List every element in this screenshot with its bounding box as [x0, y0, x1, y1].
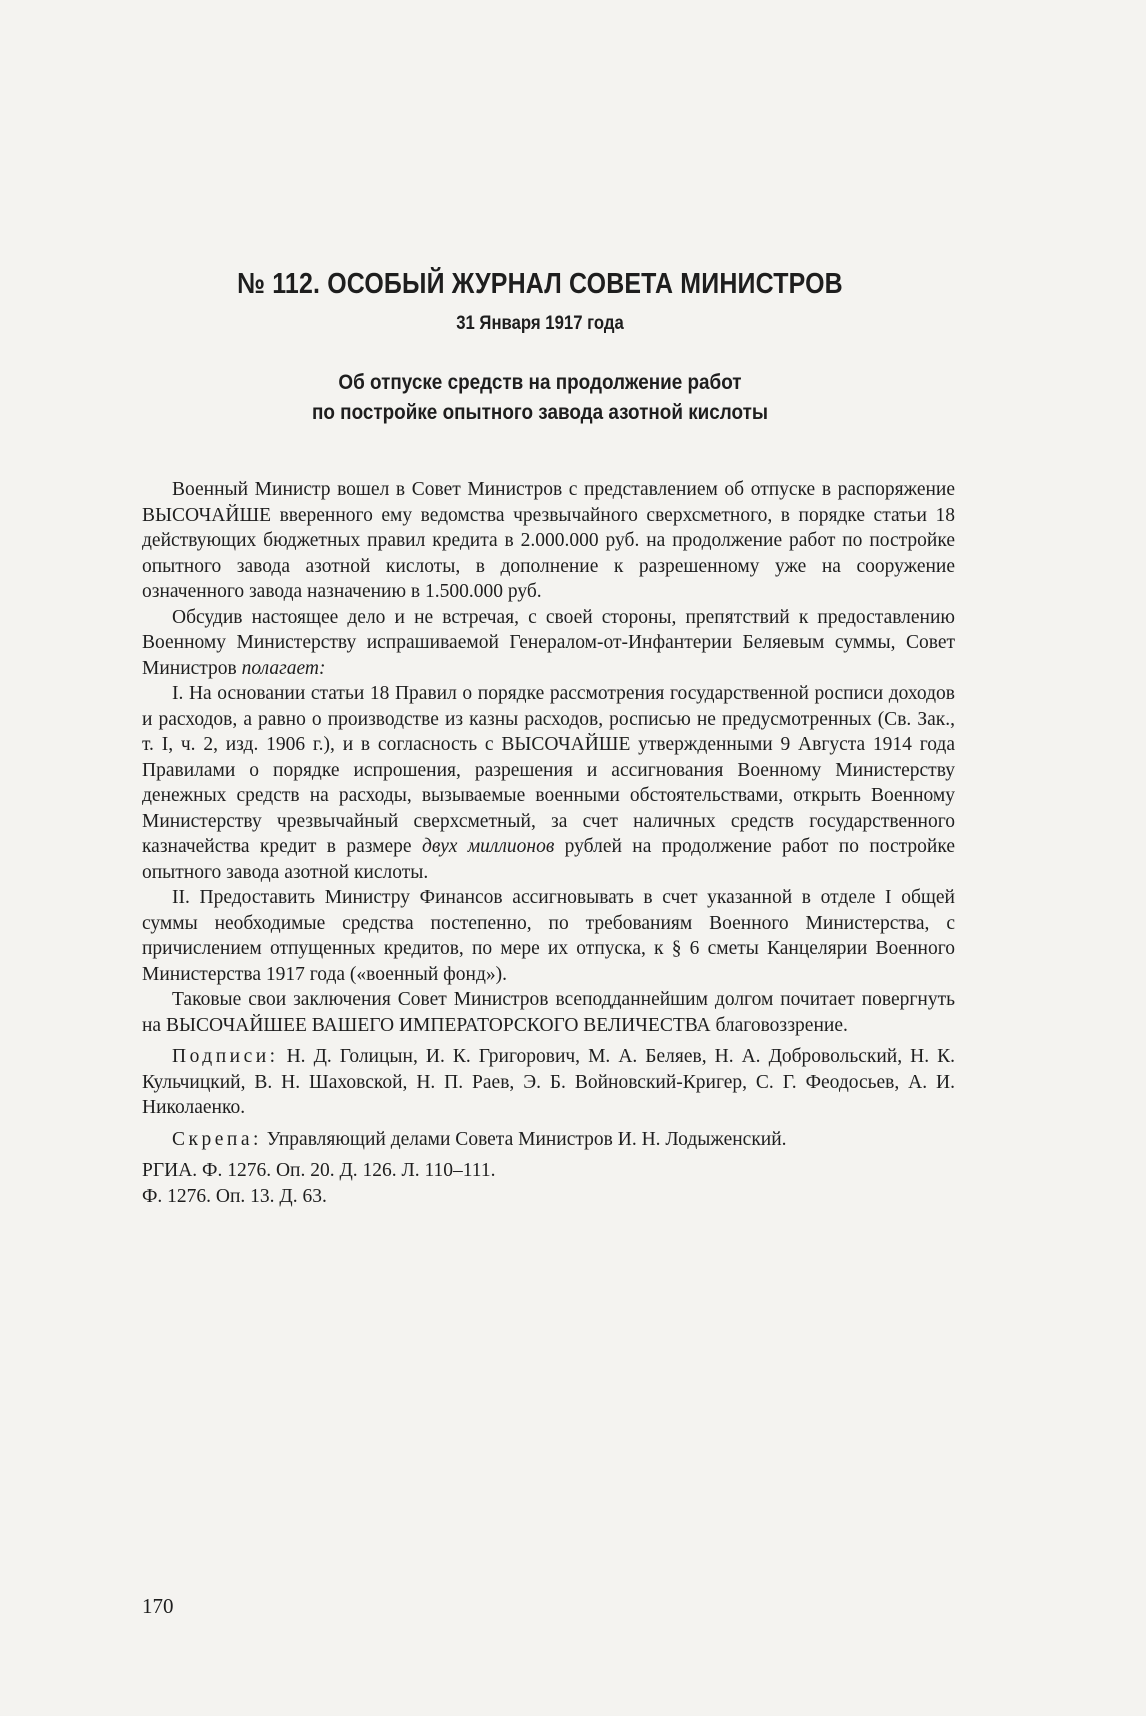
- subject-line-2: по постройке опытного завода азотной кислоты: [311, 401, 769, 424]
- subject-line-1: Об отпуске средств на продолжение работ: [338, 371, 742, 394]
- paragraph-2: [142, 605, 955, 682]
- paragraph-3-text-end: рублей на продолжение работ по постройке опытного завода азотной кислоты.: [142, 836, 955, 883]
- archive-ref-1: РГИА. Ф. 1276. Оп. 20. Д. 126. Л. 110–111.: [142, 1160, 496, 1181]
- paragraph-3-text-start: I. На основании статьи 18 Правил о порядке рассмотрения государственной росписи доходов и расходов, а равно о производстве из казны расходов, росписью не предусмотренных (Св. Зак., т. I, ч. 2, изд. 1906 г.), и в согласность с ВЫСОЧАЙШЕ утвержденными 9 Августа 1914 года Правилами о порядке испрошения, разрешения и ассигнования Военному Министерству денежных средств на расходы, вызываемые военными обстоятельствами, открыть Военному Министерству чрезвычайный сверхсметный, за счет наличных средств государственного казначейства кредит в размере: [142, 683, 955, 857]
- countersign: [142, 1127, 955, 1153]
- archive-ref-2: Ф. 1276. Оп. 13. Д. 63.: [142, 1185, 327, 1207]
- document-date: 31 Января 1917 года: [456, 313, 624, 334]
- archive-references: [142, 1158, 955, 1209]
- paragraph-5: Таковые свои заключения Совет Министров всеподданнейшим долгом почитает повергнуть на ВЫСОЧАЙШЕЕ ВАШЕГО ИМПЕРАТОРСКОГО ВЕЛИЧЕСТВА благовоззрение.: [142, 989, 955, 1036]
- paragraph-2-italic: полагает:: [241, 657, 326, 679]
- countersign-label: Скрепа:: [172, 1128, 262, 1150]
- paragraph-4: II. Предоставить Министру Финансов ассигновывать в счет указанной в отделе I общей суммы необходимые средства постепенно, по требованиям Военного Министерства, с причислением отпущенных кредитов, по мере их отпуска, к § 6 сметы Канцелярии Военного Министерства 1917 года («военный фонд»).: [142, 887, 955, 985]
- paragraph-2-text: Обсудив настоящее дело и не встречая, с своей стороны, препятствий к предоставлению Военному Министерству испрашиваемой Генералом-от-Инфантерии Беляевым суммы, Совет Министров: [142, 606, 955, 679]
- paragraph-1: Военный Министр вошел в Совет Министров с представлением об отпуске в распоряжение ВЫСОЧАЙШЕ вверенного ему ведомства чрезвычайного сверхсметного, в порядке статьи 18 действующих бюджетных правил кредита в 2.000.000 руб. на продолжение работ по постройке опытного завода азотной кислоты, в дополнение к разрешенному уже на сооружение означенного завода назначению в 1.500.000 руб.: [142, 479, 955, 602]
- signatures-label: Подписи:: [172, 1046, 279, 1067]
- document-subject: [180, 368, 900, 428]
- paragraph-3: [142, 681, 955, 885]
- signatures: [142, 1044, 955, 1121]
- page-number: 170: [142, 1594, 174, 1618]
- signatures-names: Н. Д. Голицын, И. К. Григорович, М. А. Беляев, Н. А. Добровольский, Н. К. Кульчицкий, В. Н. Шаховской, Н. П. Раев, Э. Б. Войновский-Кригер, С. Г. Феодосьев, А. И. Николаенко.: [142, 1046, 955, 1118]
- paragraph-3-italic: двух миллионов: [421, 836, 555, 857]
- document-title: № 112. ОСОБЫЙ ЖУРНАЛ СОВЕТА МИНИСТРОВ: [237, 268, 843, 300]
- document-body: [142, 477, 955, 1215]
- countersign-text: Управляющий делами Совета Министров И. Н. Лодыженский.: [261, 1128, 787, 1150]
